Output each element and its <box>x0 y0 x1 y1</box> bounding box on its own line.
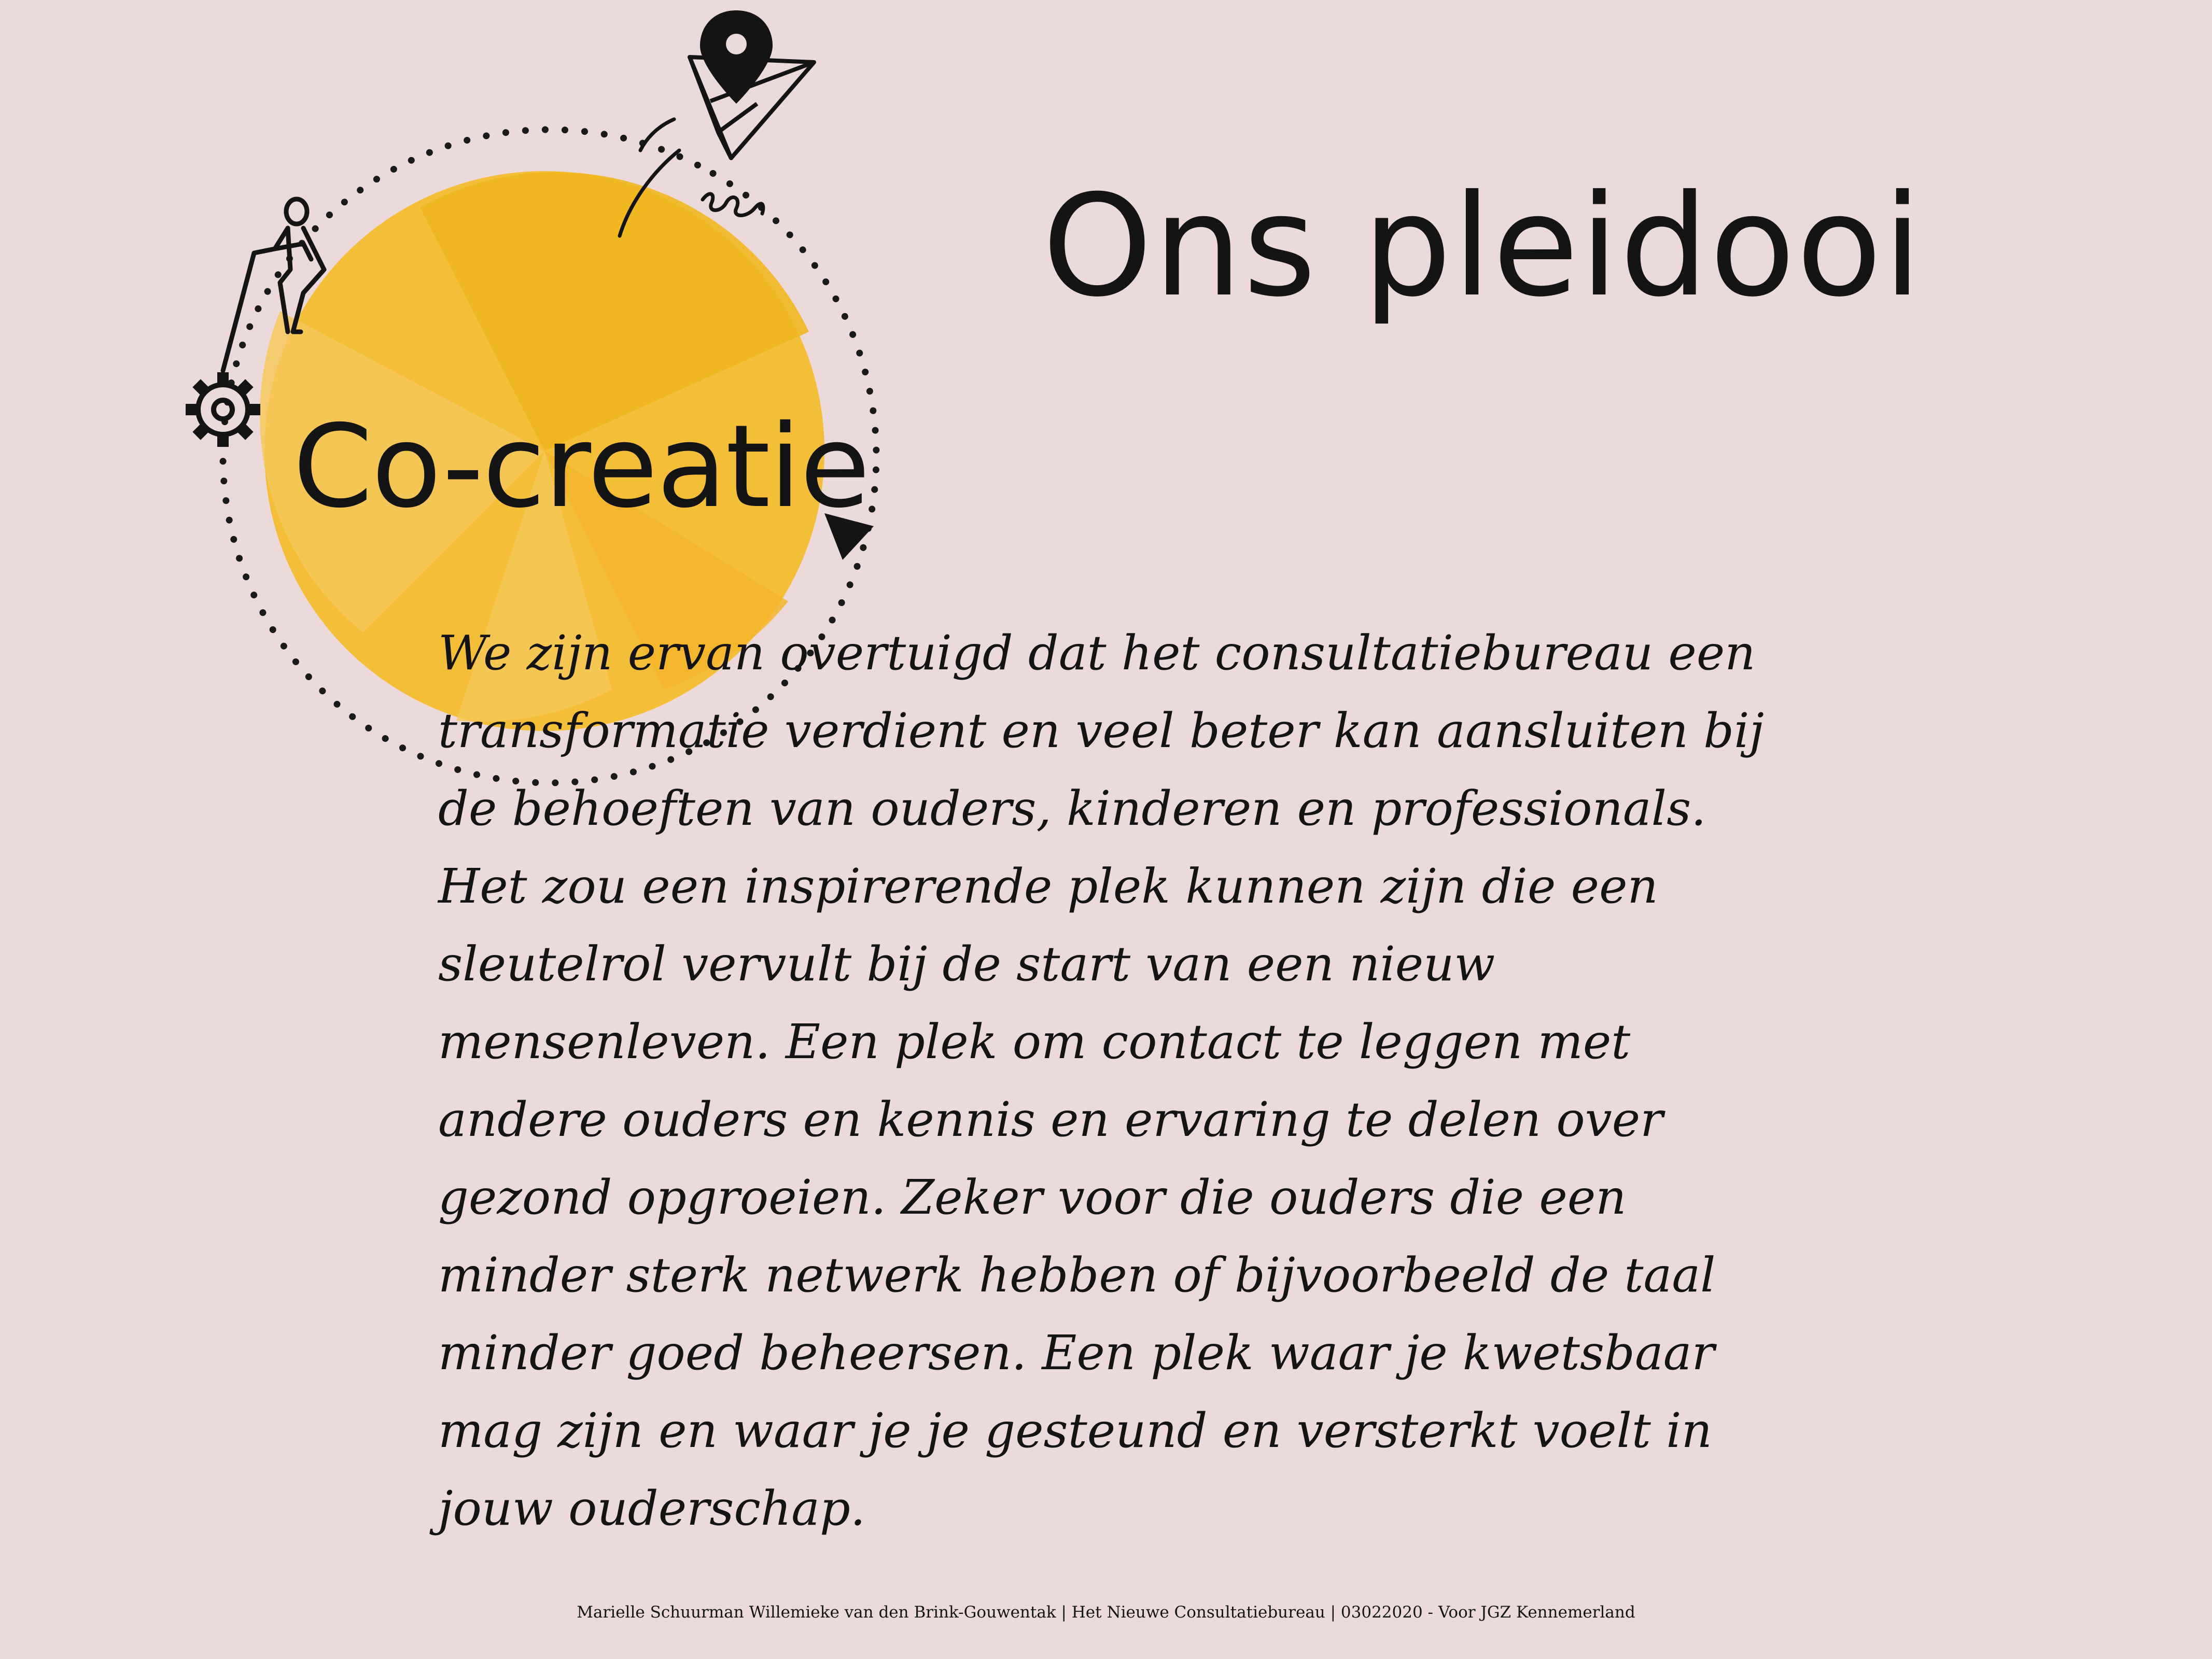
footer-credits: Marielle Schuurman Willemieke van den Brink-Gouwentak | Het Nieuwe Consultatiebureau | 03022020 - Voor JGZ Kennemerland <box>577 1603 1635 1622</box>
page-title: Ons pleidooi <box>1042 164 1923 328</box>
plea-paragraph: We zijn ervan overtuigd dat het consultatiebureau een transformatie verdient en veel beter kan aansluiten bij de behoeften van ouders, kinderen en professionals. Het zou een inspirerende plek kunnen zijn die een sleutelrol vervult bij de start van een nieuw mensenleven. Een plek om contact te leggen met andere ouders en kennis en ervaring te delen over gezond opgroeien. Zeker voor die ouders die een minder sterk netwerk hebben of bijvoorbeeld de taal minder goed beheersen. Een plek waar je kwetsbaar mag zijn en waar je je gesteund en versterkt voelt in jouw ouderschap. <box>438 625 1765 1536</box>
gear-icon <box>186 372 260 447</box>
co-creation-label: Co-creatie <box>293 400 870 533</box>
